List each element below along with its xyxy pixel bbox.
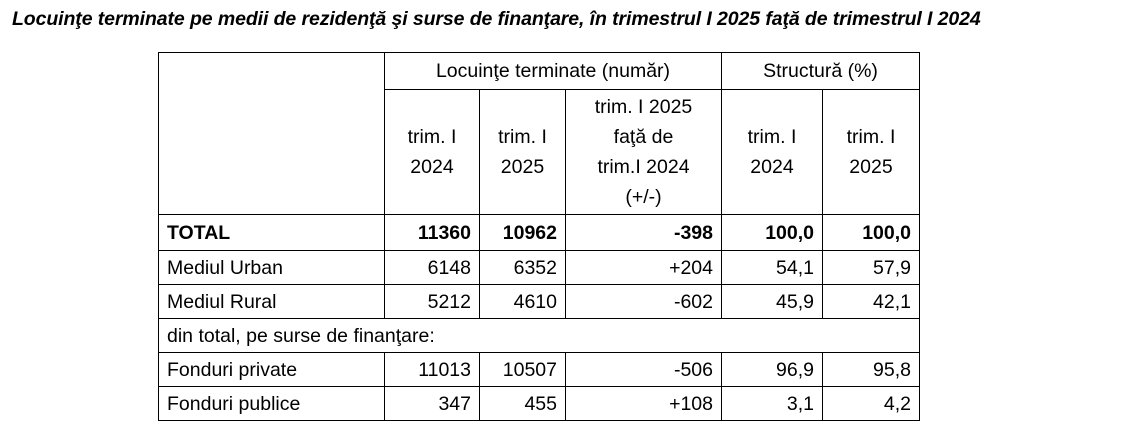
table-title: Locuinţe terminate pe medii de rezidenţă şi surse de finanţare, în trimestrul I 2025 faţă de trimestrul I 2024 bbox=[12, 8, 981, 30]
header-group-structure: Structură (%) bbox=[722, 53, 920, 90]
column-header-line: trim. I bbox=[498, 126, 547, 148]
column-header-line: trim. I bbox=[747, 126, 797, 148]
table-cell: -506 bbox=[566, 353, 722, 387]
table-cell: 455 bbox=[480, 387, 566, 421]
table-row bbox=[159, 387, 920, 421]
column-header-line: (+/-) bbox=[625, 186, 662, 208]
table-cell: +204 bbox=[566, 251, 722, 285]
table-cell: 10507 bbox=[480, 353, 566, 387]
table-cell: 45,9 bbox=[722, 285, 823, 319]
column-header bbox=[722, 90, 823, 215]
table-cell: 6352 bbox=[480, 251, 566, 285]
header-row-groups bbox=[159, 53, 920, 90]
row-label: Fonduri private bbox=[159, 353, 385, 387]
column-header bbox=[385, 90, 480, 215]
table-cell: 54,1 bbox=[722, 251, 823, 285]
table-row bbox=[159, 285, 920, 319]
row-label: TOTAL bbox=[159, 215, 385, 251]
column-header-line: trim. I bbox=[407, 126, 457, 148]
table-cell: 4,2 bbox=[823, 387, 920, 421]
table-cell: 10962 bbox=[480, 215, 566, 251]
row-label: Mediul Rural bbox=[159, 285, 385, 319]
section-label: din total, pe surse de finanţare: bbox=[159, 319, 920, 353]
column-header bbox=[480, 90, 566, 215]
table-cell: 6148 bbox=[385, 251, 480, 285]
header-corner-cell bbox=[159, 53, 385, 215]
table-row-total bbox=[159, 215, 920, 251]
header-group-count: Locuinţe terminate (număr) bbox=[385, 53, 722, 90]
column-header bbox=[823, 90, 920, 215]
table-cell: 42,1 bbox=[823, 285, 920, 319]
table-cell: 95,8 bbox=[823, 353, 920, 387]
table-cell: 57,9 bbox=[823, 251, 920, 285]
table-cell: -398 bbox=[566, 215, 722, 251]
row-label: Fonduri publice bbox=[159, 387, 385, 421]
housing-table bbox=[158, 52, 920, 421]
column-header-line: 2025 bbox=[500, 156, 545, 178]
table-row bbox=[159, 251, 920, 285]
column-header-line: trim. I bbox=[846, 126, 896, 148]
table-cell: 100,0 bbox=[823, 215, 920, 251]
table-row bbox=[159, 353, 920, 387]
table-cell: 3,1 bbox=[722, 387, 823, 421]
column-header-line: faţă de bbox=[613, 126, 674, 148]
table-cell: 11360 bbox=[385, 215, 480, 251]
table-cell: 5212 bbox=[385, 285, 480, 319]
table-cell: 347 bbox=[385, 387, 480, 421]
table-cell: 11013 bbox=[385, 353, 480, 387]
column-header bbox=[566, 90, 722, 215]
table-cell: +108 bbox=[566, 387, 722, 421]
table-cell: -602 bbox=[566, 285, 722, 319]
column-header-line: trim.I 2024 bbox=[597, 156, 690, 178]
table-cell: 100,0 bbox=[722, 215, 823, 251]
column-header-line: 2025 bbox=[849, 156, 893, 178]
column-header-line: 2024 bbox=[410, 156, 454, 178]
row-label: Mediul Urban bbox=[159, 251, 385, 285]
column-header-line: 2024 bbox=[750, 156, 794, 178]
section-row bbox=[159, 319, 920, 353]
table-cell: 4610 bbox=[480, 285, 566, 319]
column-header-line: trim. I 2025 bbox=[594, 96, 693, 118]
table-cell: 96,9 bbox=[722, 353, 823, 387]
